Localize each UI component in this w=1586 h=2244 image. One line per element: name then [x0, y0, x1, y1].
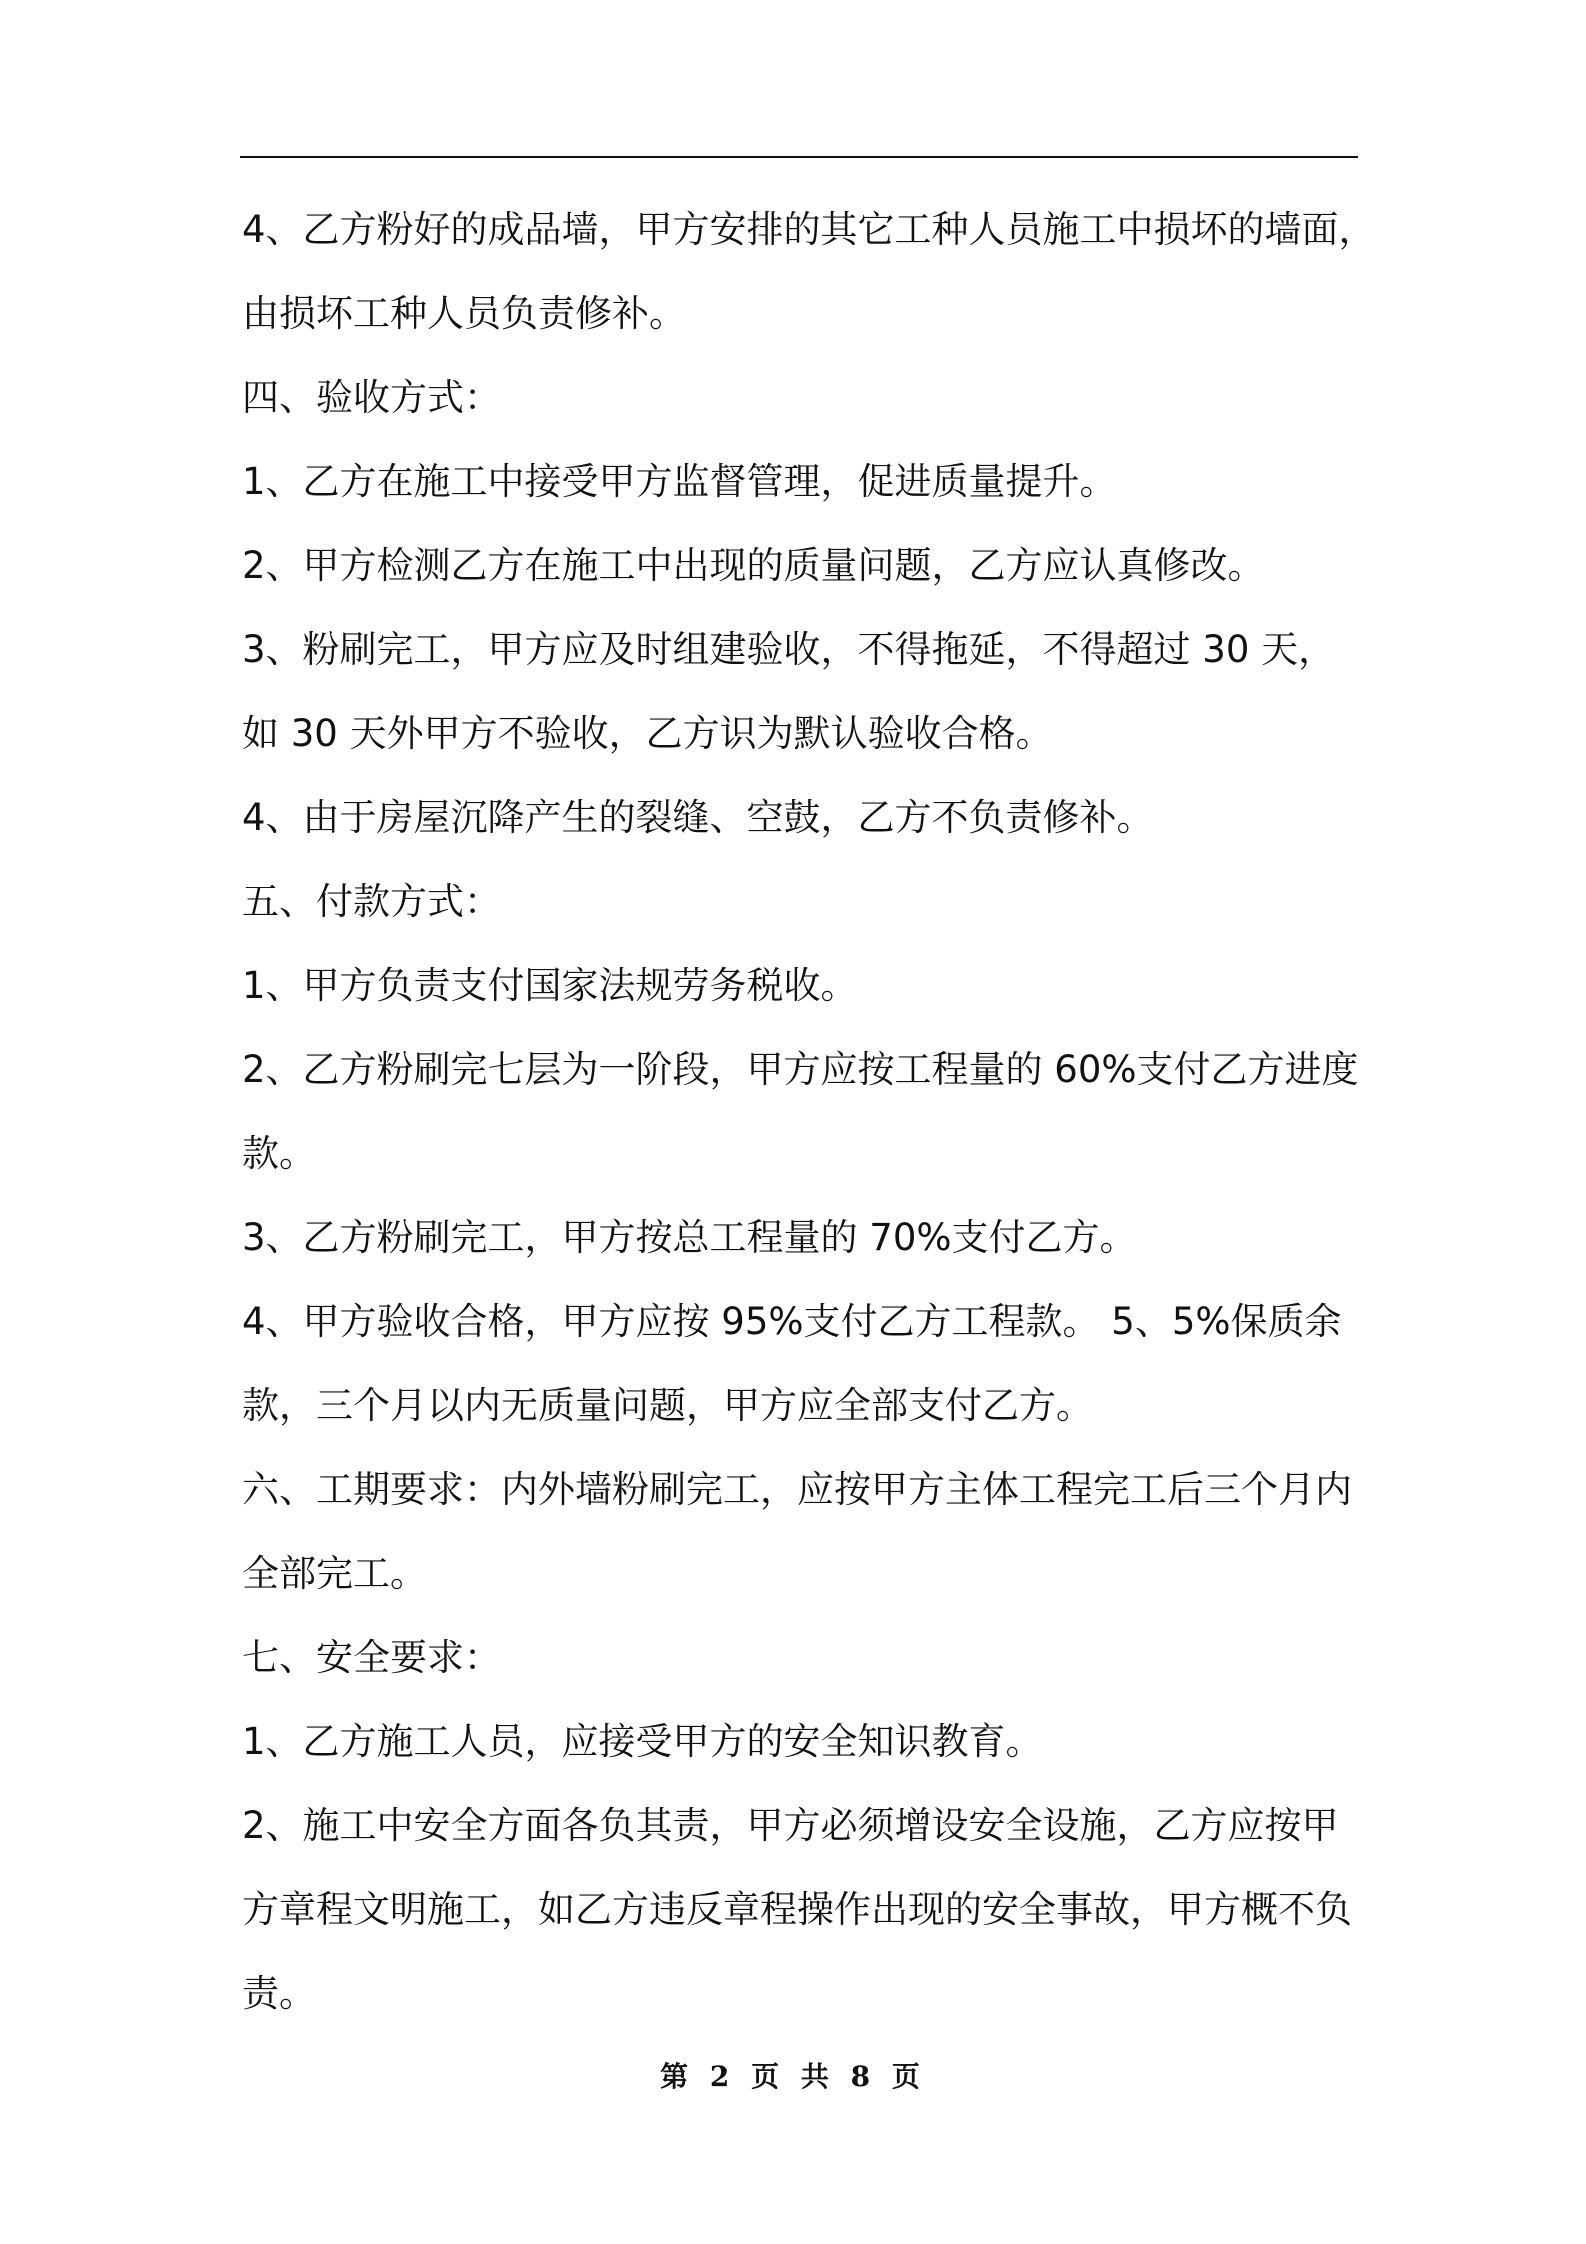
text-line: 4、甲方验收合格，甲方应按 95%支付乙方工程款。 5、5%保质余: [242, 1300, 1342, 1343]
text-line: 2、甲方检测乙方在施工中出现的质量问题，乙方应认真修改。: [242, 544, 1265, 587]
text-line: 方章程文明施工，如乙方违反章程操作出现的安全事故，甲方概不负: [242, 1888, 1352, 1931]
text-line: 如 30 天外甲方不验收，乙方识为默认验收合格。: [242, 712, 1053, 755]
text-line: 1、乙方在施工中接受甲方监督管理，促进质量提升。: [242, 460, 1117, 503]
text-line: 全部完工。: [242, 1552, 427, 1595]
header-rule: [240, 156, 1358, 158]
section-heading: 七、安全要求：: [242, 1636, 501, 1679]
text-line: 4、乙方粉好的成品墙，甲方安排的其它工种人员施工中损坏的墙面，: [242, 208, 1376, 251]
section-heading: 五、付款方式：: [242, 880, 501, 923]
text-line: 3、粉刷完工，甲方应及时组建验收，不得拖延，不得超过 30 天，: [242, 628, 1336, 671]
page-number: 第 2 页 共 8 页: [660, 2060, 926, 2093]
text-line: 1、甲方负责支付国家法规劳务税收。: [242, 964, 858, 1007]
section-heading: 六、工期要求：内外墙粉刷完工，应按甲方主体工程完工后三个月内: [242, 1468, 1352, 1511]
section-heading: 四、验收方式：: [242, 376, 501, 419]
text-line: 款。: [242, 1132, 316, 1175]
text-line: 款，三个月以内无质量问题，甲方应全部支付乙方。: [242, 1384, 1093, 1427]
document-body: [242, 188, 1380, 2036]
text-line: 由损坏工种人员负责修补。: [242, 292, 686, 335]
text-line: 3、乙方粉刷完工，甲方按总工程量的 70%支付乙方。: [242, 1216, 1137, 1259]
text-line: 1、乙方施工人员，应接受甲方的安全知识教育。: [242, 1720, 1043, 1763]
text-line: 2、施工中安全方面各负其责，甲方必须增设安全设施，乙方应按甲: [242, 1804, 1339, 1847]
text-line: 责。: [242, 1972, 316, 2015]
text-line: 4、由于房屋沉降产生的裂缝、空鼓，乙方不负责修补。: [242, 796, 1154, 839]
text-line: 2、乙方粉刷完七层为一阶段，甲方应按工程量的 60%支付乙方进度: [242, 1048, 1359, 1091]
